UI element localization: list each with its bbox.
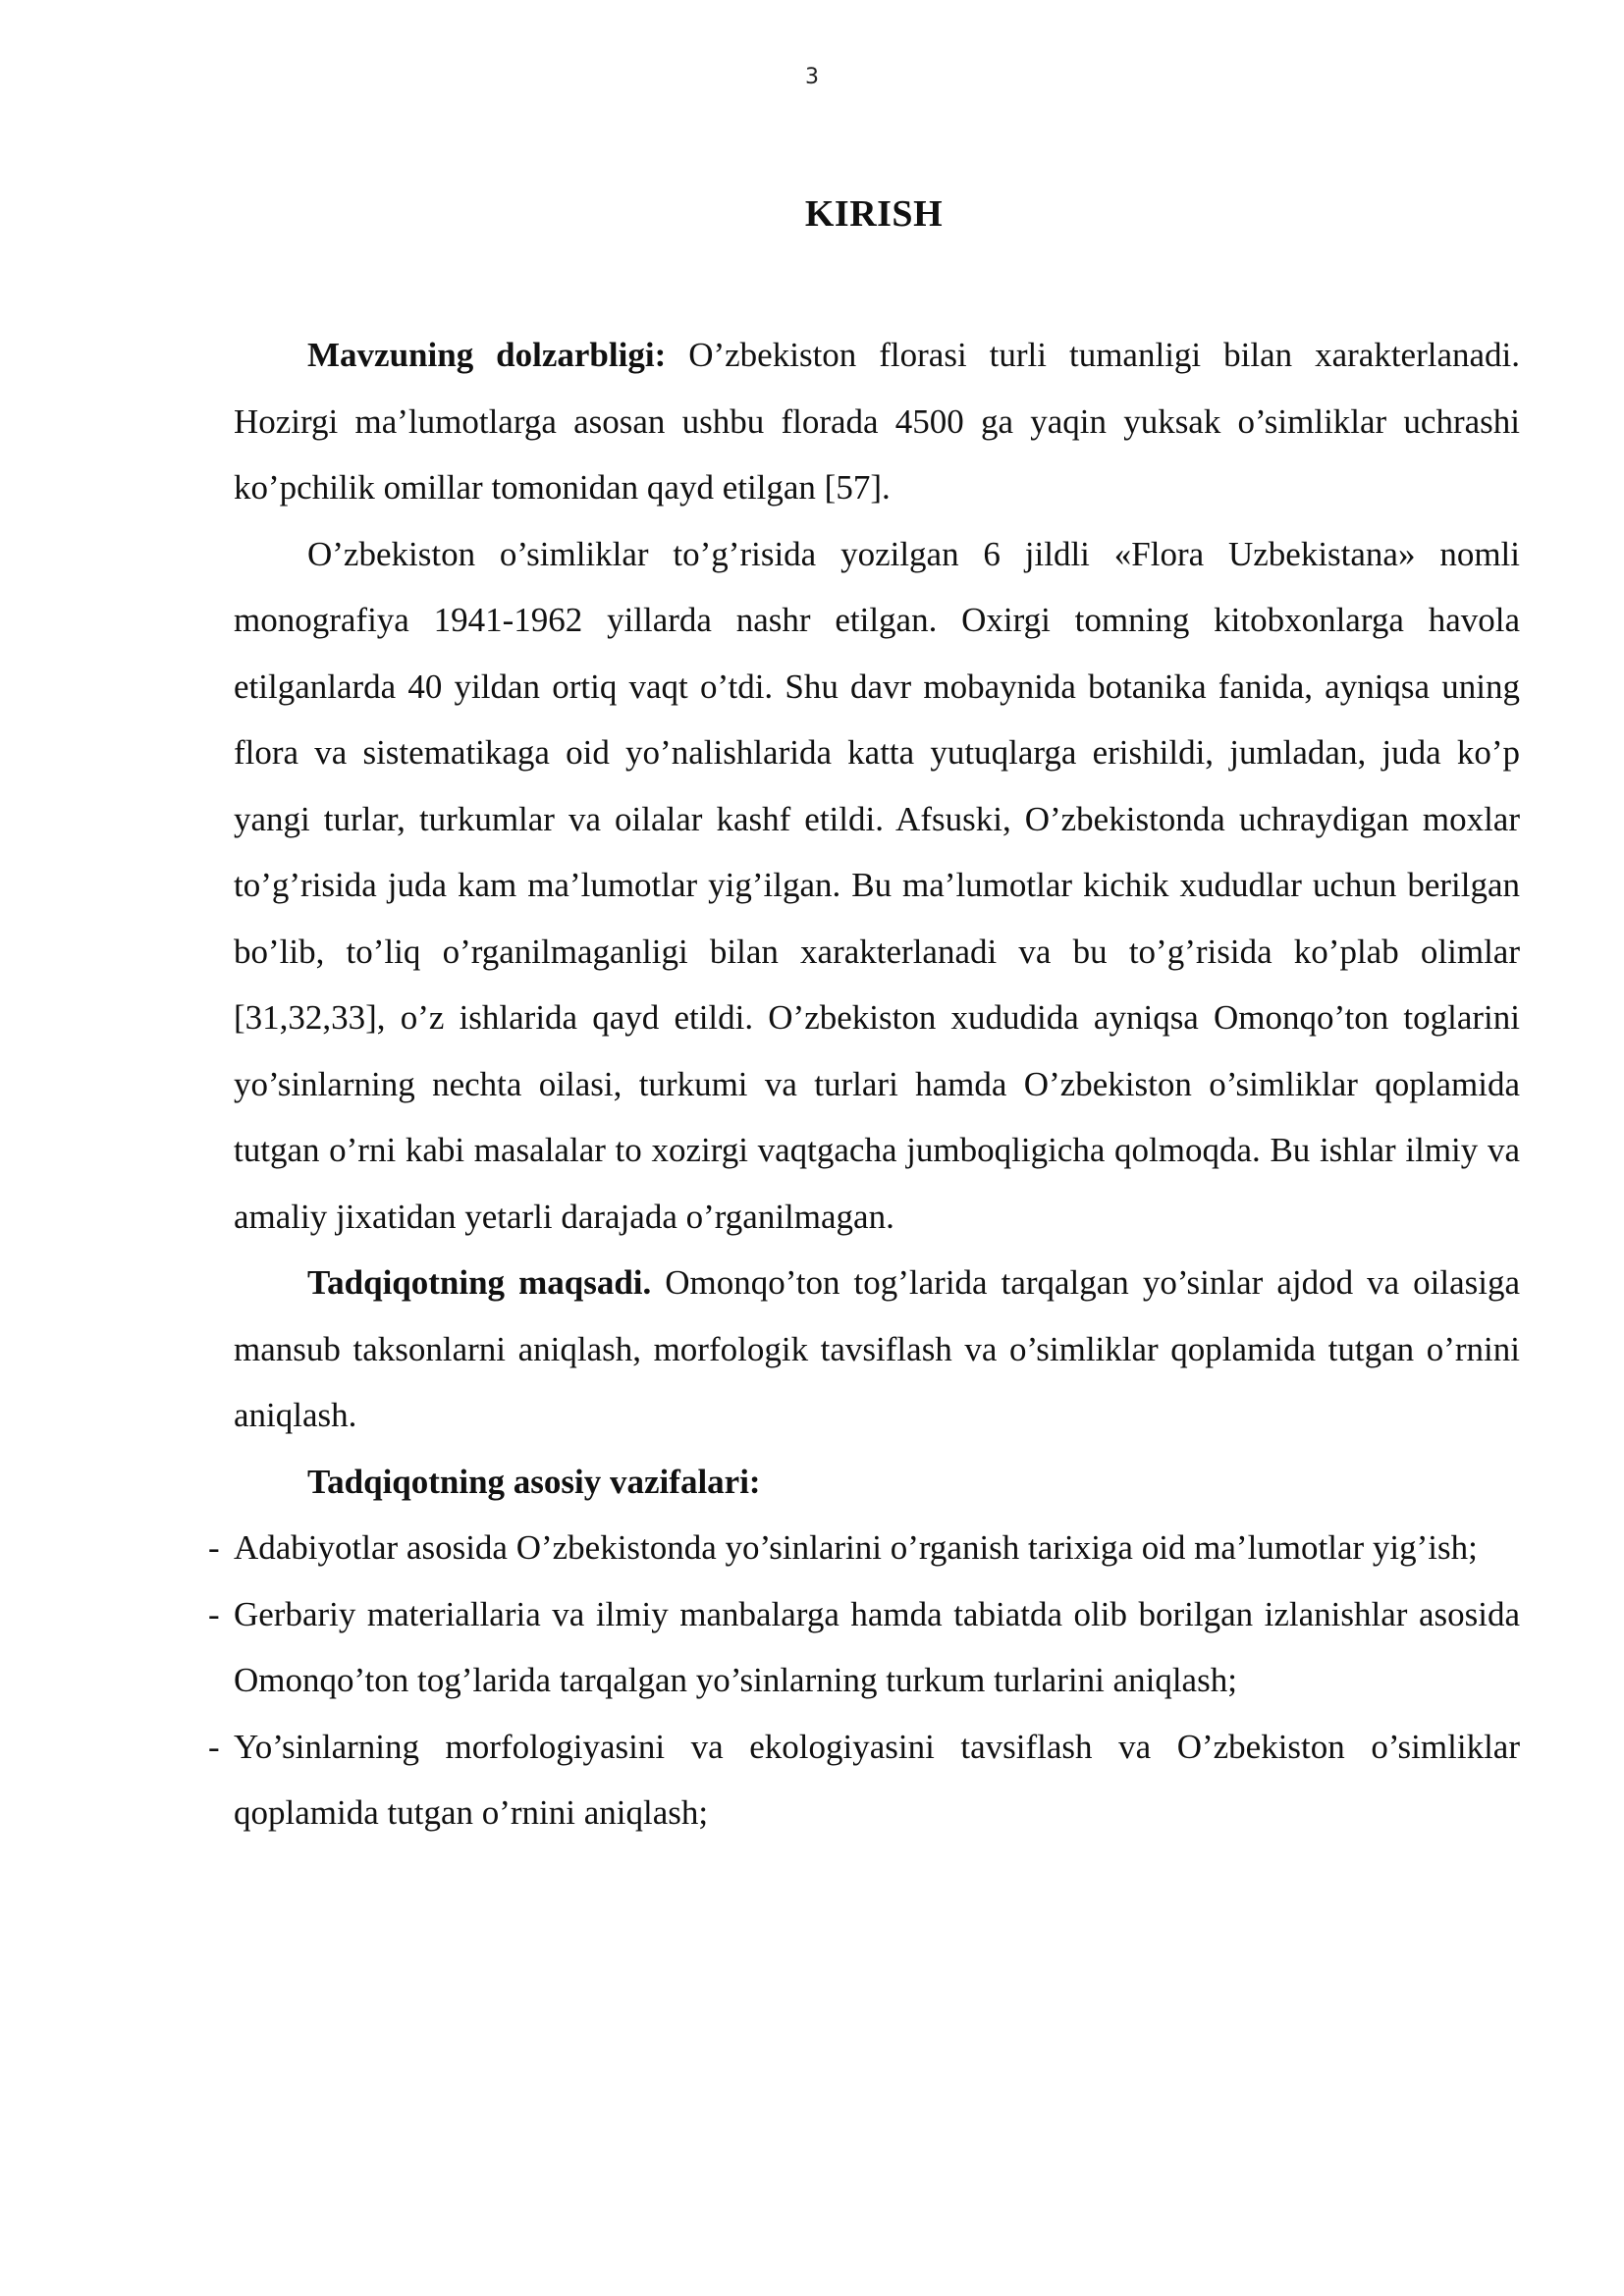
paragraph-text: O’zbekiston florasi turli tumanligi bilan xarakterlanadi. Hozirgi ma’lumotlarga asosan ushbu florada 4500 ga yaqin yuksak o’simliklar uchrashi ko’pchilik omillar tomonidan qayd etilgan [57]. (234, 336, 1520, 507)
paragraph-lead: Tadqiqotning maqsadi. (307, 1263, 652, 1302)
list-item (208, 1714, 1520, 1846)
list-bullet: - (208, 1727, 220, 1766)
tasks-list (208, 1515, 1520, 1846)
list-item-text: Yo’sinlarning morfologiyasini va ekologiyasini tavsiflash va O’zbekiston o’simliklar qoplamida tutgan o’rnini aniqlash; (234, 1727, 1520, 1832)
paragraph-text: Omonqo’ton tog’larida tarqalgan yo’sinlar ajdod va oilasiga mansub taksonlarni aniqlash, morfologik tavsiflash va o’simliklar qoplamida tutgan o’rnini aniqlash. (234, 1263, 1520, 1434)
paragraph-lead: Mavzuning dolzarbligi: (307, 336, 667, 374)
section-heading: KIRISH (804, 193, 944, 235)
tasks-title: Tadqiqotning asosiy vazifalari: (307, 1462, 761, 1501)
list-bullet: - (208, 1528, 220, 1567)
list-item-text: Gerbariy materiallaria va ilmiy manbalarga hamda tabiatda olib borilgan izlanishlar asosida Omonqo’ton tog’larida tarqalgan yo’sinlarning turkum turlarini aniqlash; (234, 1594, 1520, 1699)
body-text (208, 322, 1520, 1846)
paragraph-goal (234, 1250, 1520, 1449)
list-item (208, 1581, 1520, 1714)
paragraph-relevance (234, 322, 1520, 521)
paragraph-background (234, 521, 1520, 1251)
list-item-text: Adabiyotlar asosida O’zbekistonda yo’sinlarini o’rganish tarixiga oid ma’lumotlar yig’ish; (234, 1528, 1478, 1567)
list-bullet: - (208, 1594, 220, 1633)
paragraph-text: O’zbekiston o’simliklar to’g’risida yozilgan 6 jildli «Flora Uzbekistana» nomli monografiya 1941-1962 yillarda nashr etilgan. Oxirgi tomning kitobxonlarga havola etilganlarda 40 yildan ortiq vaqt o’tdi. Shu davr mobaynida botanika fanida, ayniqsa uning flora va sistematikaga oid yo’nalishlarida katta yutuqlarga erishildi, jumladan, juda ko’p yangi turlar, turkumlar va oilalar kashf etildi. Afsuski, O’zbekistonda uchraydigan moxlar to’g’risida juda kam ma’lumotlar yig’ilgan. Bu ma’lumotlar kichik xududlar uchun berilgan bo’lib, to’liq o’rganilmaganligi bilan xarakterlanadi va bu to’g’risida ko’plab olimlar [31,32,33], o’z ishlarida qayd etildi. O’zbekiston xududida ayniqsa Omonqo’ton toglarini yo’sinlarning nechta oilasi, turkumi va turlari hamda O’zbekiston o’simliklar qoplamida tutgan o’rni kabi masalalar to xozirgi vaqtgacha jumboqligicha qolmoqda. Bu ishlar ilmiy va amaliy jixatidan yetarli darajada o’rganilmagan. (234, 534, 1520, 1236)
list-item (208, 1515, 1520, 1581)
page-number: 3 (805, 65, 819, 89)
